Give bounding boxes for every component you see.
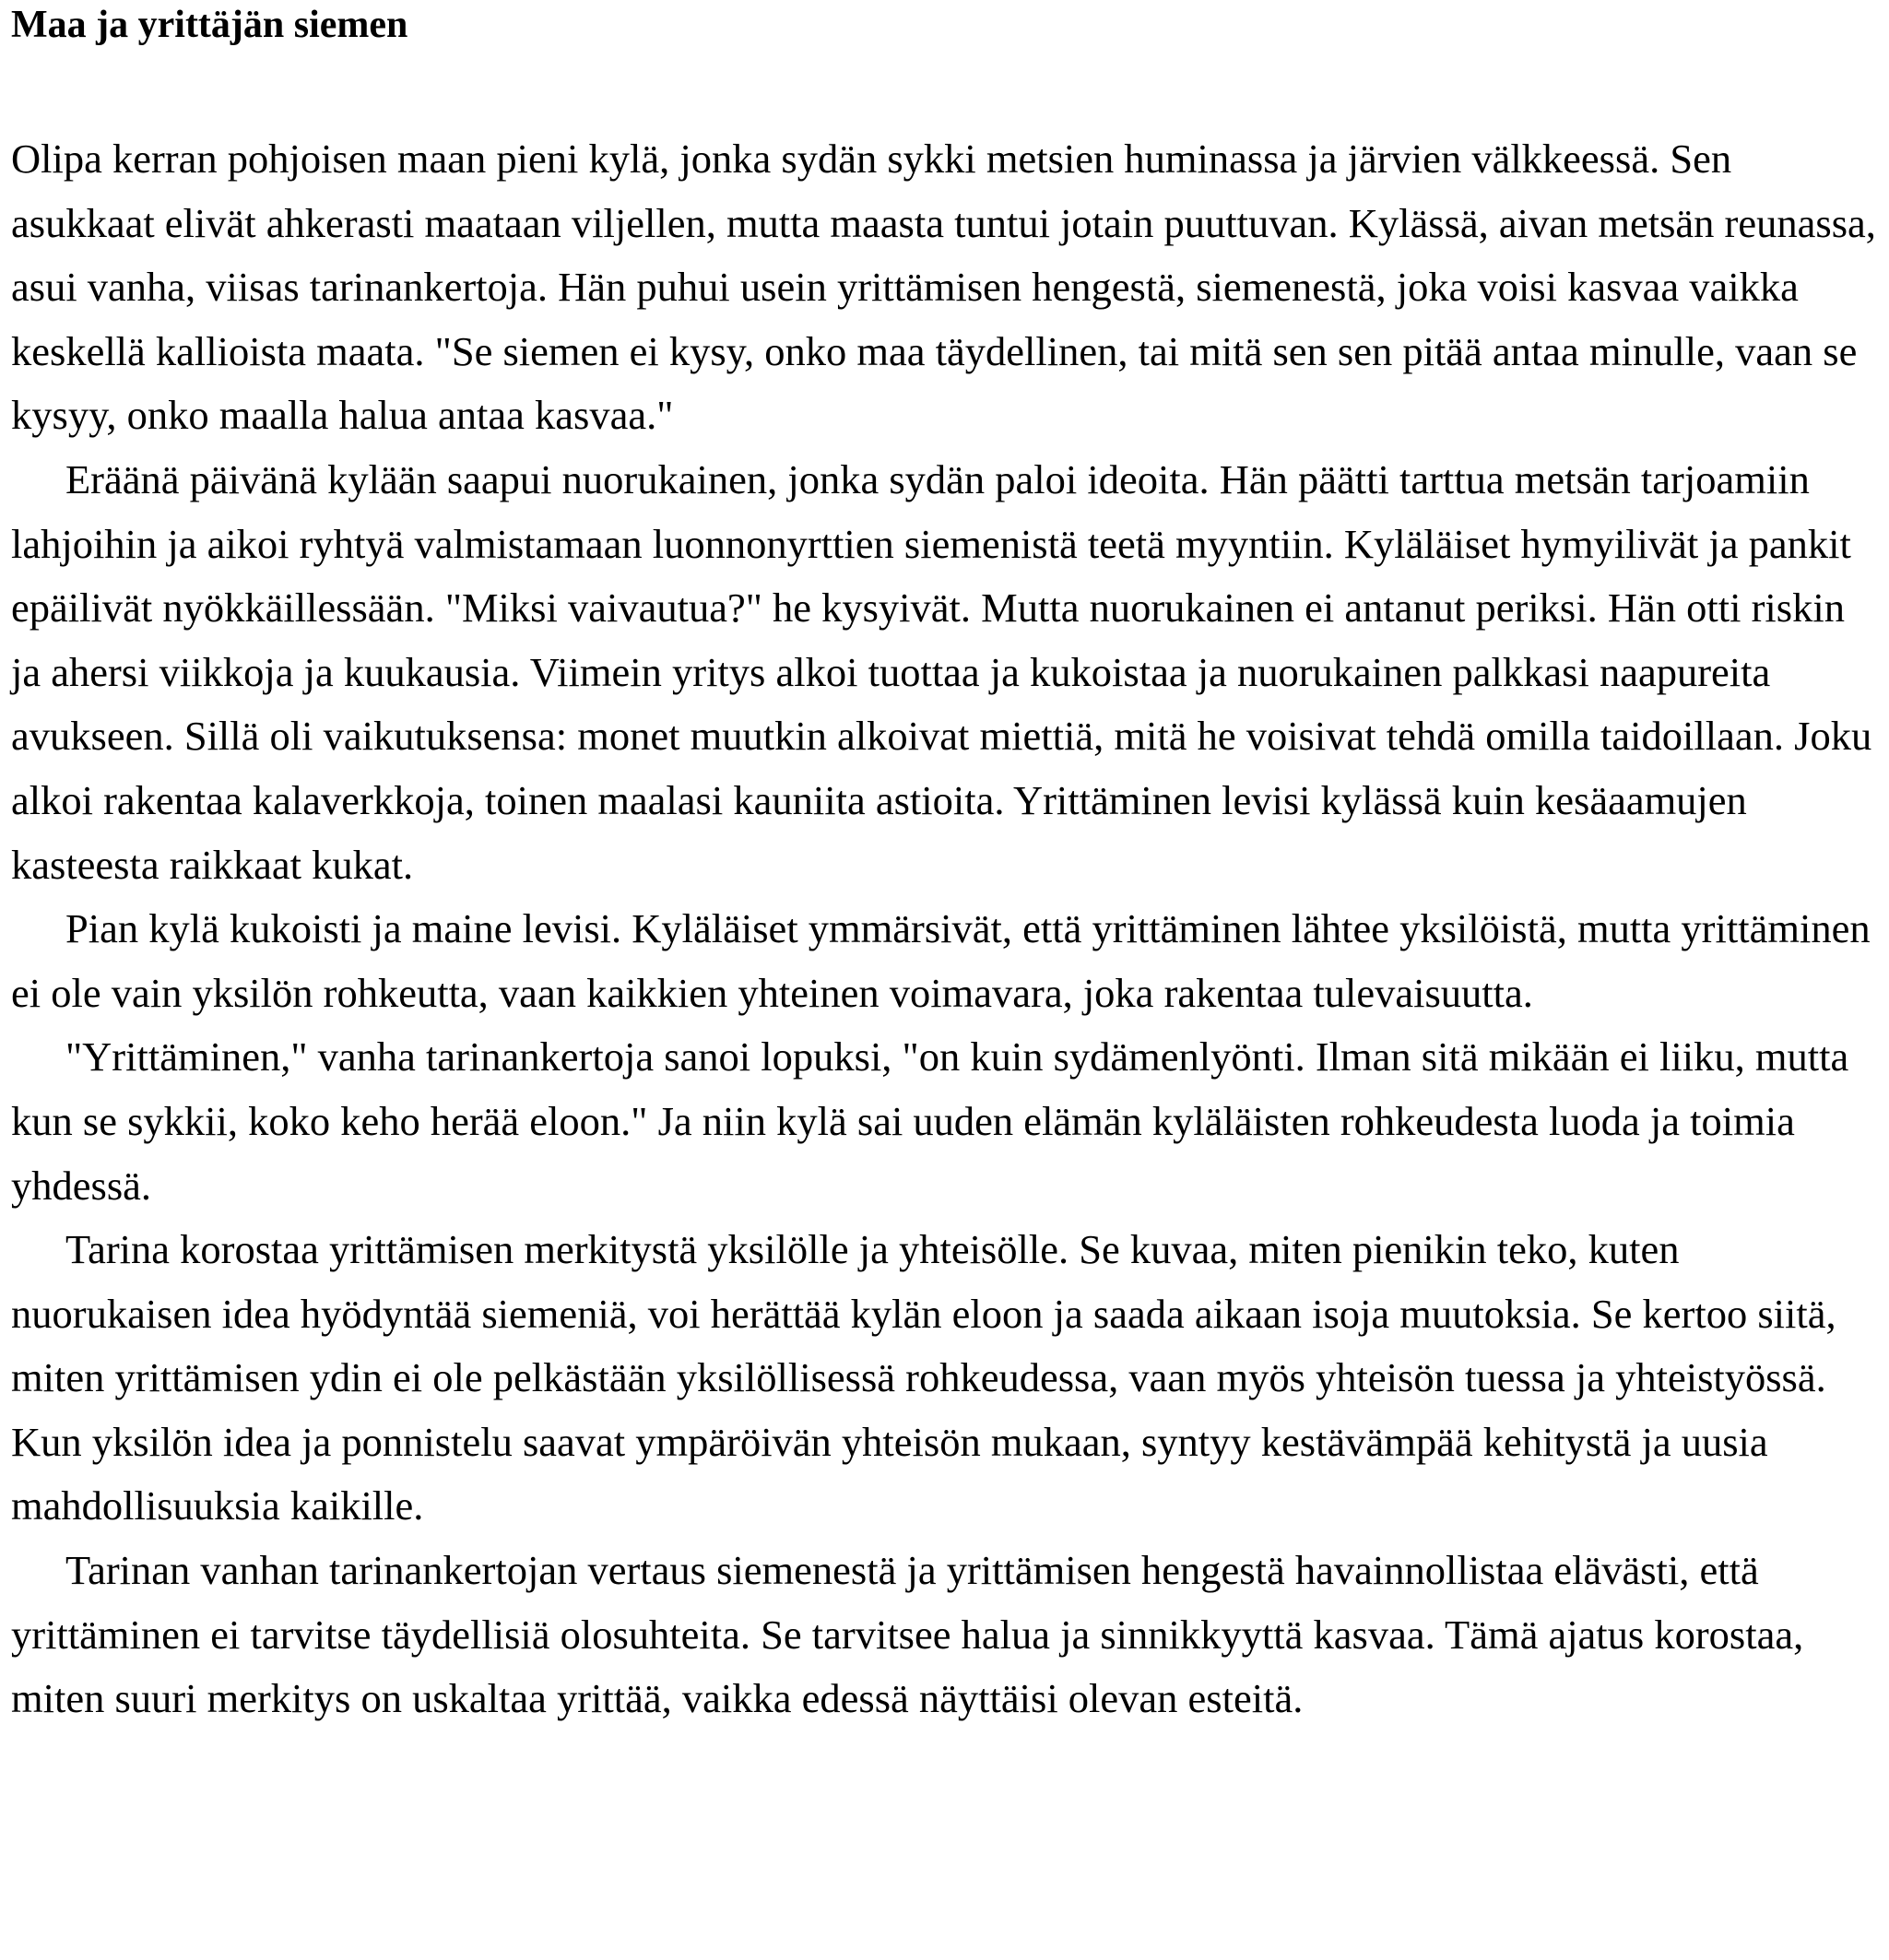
document-title: Maa ja yrittäjän siemen xyxy=(11,4,408,46)
paragraph-seed-metaphor: Tarinan vanhan tarinankertojan vertaus siemenestä ja yrittämisen hengestä havainnollistaa elävästi, että yrittäminen ei tarvitse täydellisiä olosuhteita. Se tarvitsee halua ja sinnikkyyttä kasvaa. Tämä ajatus korostaa, miten suuri merkitys on uskaltaa yrittää, vaikka edessä näyttäisi olevan esteitä. xyxy=(11,1547,1804,1722)
document-page xyxy=(11,0,1883,1731)
document-body xyxy=(11,127,1883,1731)
paragraph-storyteller-quote: "Yrittäminen," vanha tarinankertoja sanoi lopuksi, "on kuin sydämenlyönti. Ilman sitä mikään ei liiku, mutta kun se sykkii, koko keho herää eloon." Ja niin kylä sai uuden elämän kyläläisten rohkeudesta luoda ja toimia yhdessä. xyxy=(11,1033,1849,1209)
paragraph-story-meaning: Tarina korostaa yrittämisen merkitystä yksilölle ja yhteisölle. Se kuvaa, miten pienikin teko, kuten nuorukaisen idea hyödyntää siemeniä, voi herättää kylän eloon ja saada aikaan isoja muutoksia. Se kertoo siitä, miten yrittämisen ydin ei ole pelkästään yksilöllisessä rohkeudessa, vaan myös yhteisön tuessa ja yhteistyössä. Kun yksilön idea ja ponnistelu saavat ympäröivän yhteisön mukaan, syntyy kestävämpää kehitystä ja uusia mahdollisuuksia kaikille. xyxy=(11,1226,1836,1529)
paragraph-village-flourishes: Pian kylä kukoisti ja maine levisi. Kyläläiset ymmärsivät, että yrittäminen lähtee yksilöistä, mutta yrittäminen ei ole vain yksilön rohkeutta, vaan kaikkien yhteinen voimavara, joka rakentaa tulevaisuutta. xyxy=(11,905,1871,1016)
paragraph-young-entrepreneur: Eräänä päivänä kylään saapui nuorukainen, jonka sydän paloi ideoita. Hän päätti tarttua metsän tarjoamiin lahjoihin ja aikoi ryhtyä valmistamaan luonnonyrttien siemenistä teetä myyntiin. Kyläläiset hymyilivät ja pankit epäilivät nyökkäillessään. "Miksi vaivautua?" he kysyivät. Mutta nuorukainen ei antanut periksi. Hän otti riskin ja ahersi viikkoja ja kuukausia. Viimein yritys alkoi tuottaa ja kukoistaa ja nuorukainen palkkasi naapureita avukseen. Sillä oli vaikutuksensa: monet muutkin alkoivat miettiä, mitä he voisivat tehdä omilla taidoillaan. Joku alkoi rakentaa kalaverkkoja, toinen maalasi kauniita astioita. Yrittäminen levisi kylässä kuin kesäaamujen kasteesta raikkaat kukat. xyxy=(11,455,1872,888)
paragraph-intro: Olipa kerran pohjoisen maan pieni kylä, jonka sydän sykki metsien huminassa ja järvien välkkeessä. Sen asukkaat elivät ahkerasti maataan viljellen, mutta maasta tuntui jotain puuttuvan. Kylässä, aivan metsän reunassa, asui vanha, viisas tarinankertoja. Hän puhui usein yrittämisen hengestä, siemenestä, joka voisi kasvaa vaikka keskellä kallioista maata. "Se siemen ei kysy, onko maa täydellinen, tai mitä sen sen pitää antaa minulle, vaan se kysyy, onko maalla halua antaa kasvaa." xyxy=(11,136,1876,439)
